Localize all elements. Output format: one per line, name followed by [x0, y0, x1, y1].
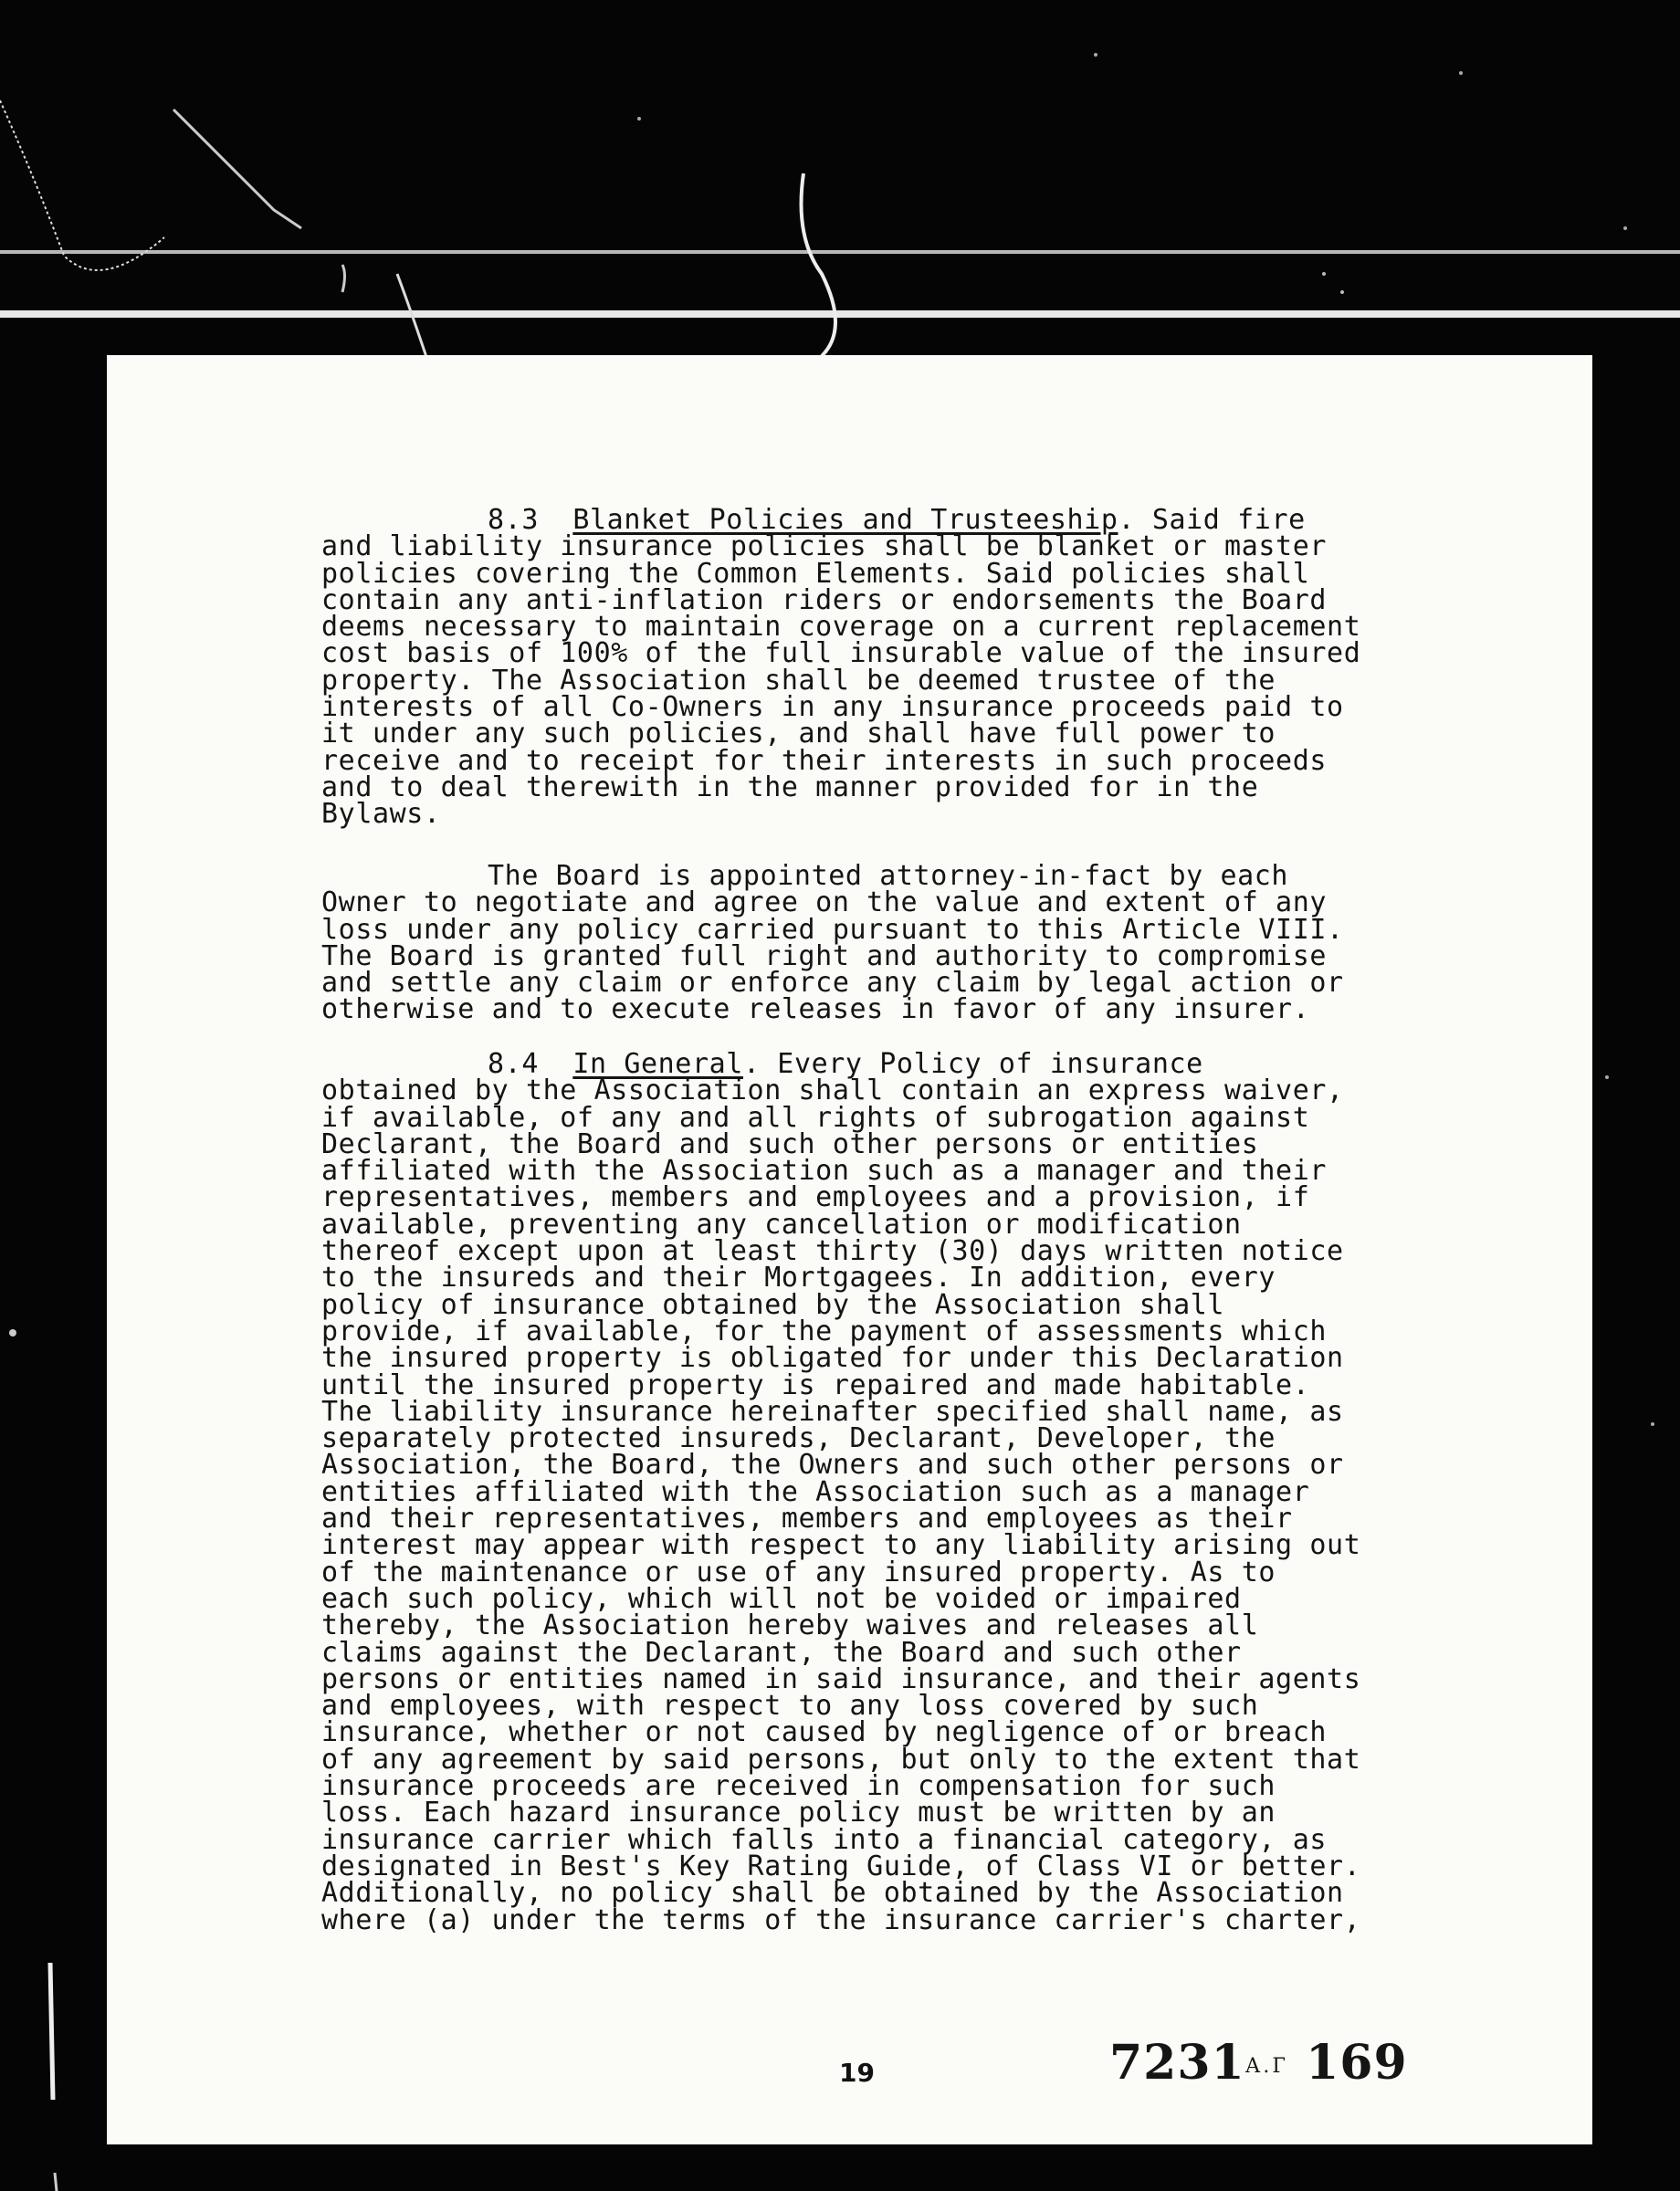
- text-line: Additionally, no policy shall be obtained by the Association: [321, 1877, 1344, 1910]
- section-heading: In General: [572, 1048, 743, 1080]
- text-line: separately protected insureds, Declarant, Developer, the: [321, 1422, 1276, 1455]
- text-line: Bylaws.: [321, 798, 441, 831]
- text-line: persons or entities named in said insurance, and their agents: [321, 1662, 1361, 1695]
- text-line: receive and to receipt for their interests in such proceeds: [321, 744, 1328, 777]
- text-line: Declarant, the Board and such other persons or entities: [321, 1127, 1259, 1160]
- text-line: obtained by the Association shall contain an express waiver,: [321, 1075, 1344, 1107]
- text-line: and employees, with respect to any loss covered by such: [321, 1690, 1259, 1723]
- text-line: Association, the Board, the Owners and such other persons or: [321, 1449, 1344, 1482]
- text-line: if available, of any and all rights of subrogation against: [321, 1101, 1310, 1134]
- document-page: [107, 355, 1592, 2144]
- text-line: policies covering the Common Elements. Said policies shall: [321, 557, 1310, 590]
- text-line: Owner to negotiate and agree on the value and extent of any: [321, 886, 1328, 919]
- text-line: affiliated with the Association such as a manager and their: [321, 1155, 1328, 1188]
- text-line: deems necessary to maintain coverage on a current replacement: [321, 611, 1361, 644]
- text-line: otherwise and to execute releases in favor of any insurer.: [321, 993, 1310, 1026]
- text-line: representatives, members and employees and a provision, if: [321, 1181, 1310, 1214]
- section-8-3-paragraph: [321, 504, 1527, 831]
- stamp-page: 169: [1306, 2035, 1408, 2091]
- text-line: loss under any policy carried pursuant to this Article VIII.: [321, 913, 1344, 946]
- section-8-3-first-line: [321, 504, 1527, 536]
- text-line: insurance carrier which falls into a financial category, as: [321, 1823, 1328, 1856]
- text-line: it under any such policies, and shall have full power to: [321, 718, 1276, 750]
- section-number: 8.3: [488, 504, 539, 536]
- text-line: until the insured property is repaired and made habitable.: [321, 1368, 1310, 1401]
- text-line: provide, if available, for the payment of assessments which: [321, 1315, 1328, 1347]
- scan-edge-band: [0, 310, 1680, 318]
- text-line: and settle any claim or enforce any claim by legal action or: [321, 967, 1344, 1000]
- scan-edge-line: [0, 250, 1680, 254]
- text-line: available, preventing any cancellation or modification: [321, 1208, 1242, 1241]
- text-line: to the insureds and their Mortgagees. In addition, every: [321, 1262, 1276, 1295]
- text-line: property. The Association shall be deemed trustee of the: [321, 664, 1276, 697]
- text-line: The Board is appointed attorney-in-fact by each: [488, 860, 1289, 892]
- section-8-4-paragraph: [321, 1048, 1527, 1936]
- text-line: loss. Each hazard insurance policy must be written by an: [321, 1797, 1276, 1829]
- attorney-in-fact-paragraph: [321, 860, 1527, 1026]
- text-line: . Said fire: [1118, 504, 1306, 536]
- text-line: cost basis of 100% of the full insurable value of the insured: [321, 637, 1361, 670]
- text-line: of any agreement by said persons, but only to the extent that: [321, 1743, 1361, 1776]
- text-line: of the maintenance or use of any insured property. As to: [321, 1556, 1276, 1588]
- recording-stamp: [1109, 2035, 1408, 2091]
- text-line: thereof except upon at least thirty (30) days written notice: [321, 1235, 1344, 1268]
- page-number: 19: [839, 2058, 875, 2088]
- text-line: the insured property is obligated for under this Declaration: [321, 1342, 1344, 1375]
- stamp-number: 7231: [1109, 2035, 1245, 2091]
- text-line: . Every Policy of insurance: [742, 1048, 1203, 1080]
- attorney-first-line: [321, 860, 1527, 892]
- text-line: entities affiliated with the Association such as a manager: [321, 1475, 1310, 1508]
- text-line: interests of all Co-Owners in any insurance proceeds paid to: [321, 691, 1344, 724]
- text-line: each such policy, which will not be voided or impaired: [321, 1582, 1242, 1615]
- text-line: claims against the Declarant, the Board and such other: [321, 1636, 1242, 1669]
- text-line: policy of insurance obtained by the Association shall: [321, 1288, 1225, 1321]
- text-line: and their representatives, members and employees as their: [321, 1503, 1293, 1536]
- text-line: contain any anti-inflation riders or endorsements the Board: [321, 583, 1328, 616]
- section-number: 8.4: [488, 1048, 539, 1080]
- text-line: where (a) under the terms of the insurance carrier's charter,: [321, 1903, 1361, 1936]
- text-line: and liability insurance policies shall be blanket or master: [321, 530, 1328, 563]
- section-8-4-first-line: [321, 1048, 1527, 1080]
- text-line: insurance proceeds are received in compensation for such: [321, 1770, 1276, 1803]
- text-line: The Board is granted full right and authority to compromise: [321, 939, 1328, 972]
- text-line: and to deal therewith in the manner provided for in the: [321, 771, 1259, 803]
- stamp-separator: А.Г: [1244, 2055, 1288, 2078]
- text-line: designated in Best's Key Rating Guide, of Class VI or better.: [321, 1850, 1361, 1882]
- text-line: insurance, whether or not caused by negligence of or breach: [321, 1716, 1328, 1749]
- section-heading: Blanket Policies and Trusteeship: [572, 504, 1118, 536]
- text-line: interest may appear with respect to any liability arising out: [321, 1529, 1361, 1562]
- text-line: The liability insurance hereinafter specified shall name, as: [321, 1395, 1344, 1428]
- text-line: thereby, the Association hereby waives and releases all: [321, 1609, 1259, 1642]
